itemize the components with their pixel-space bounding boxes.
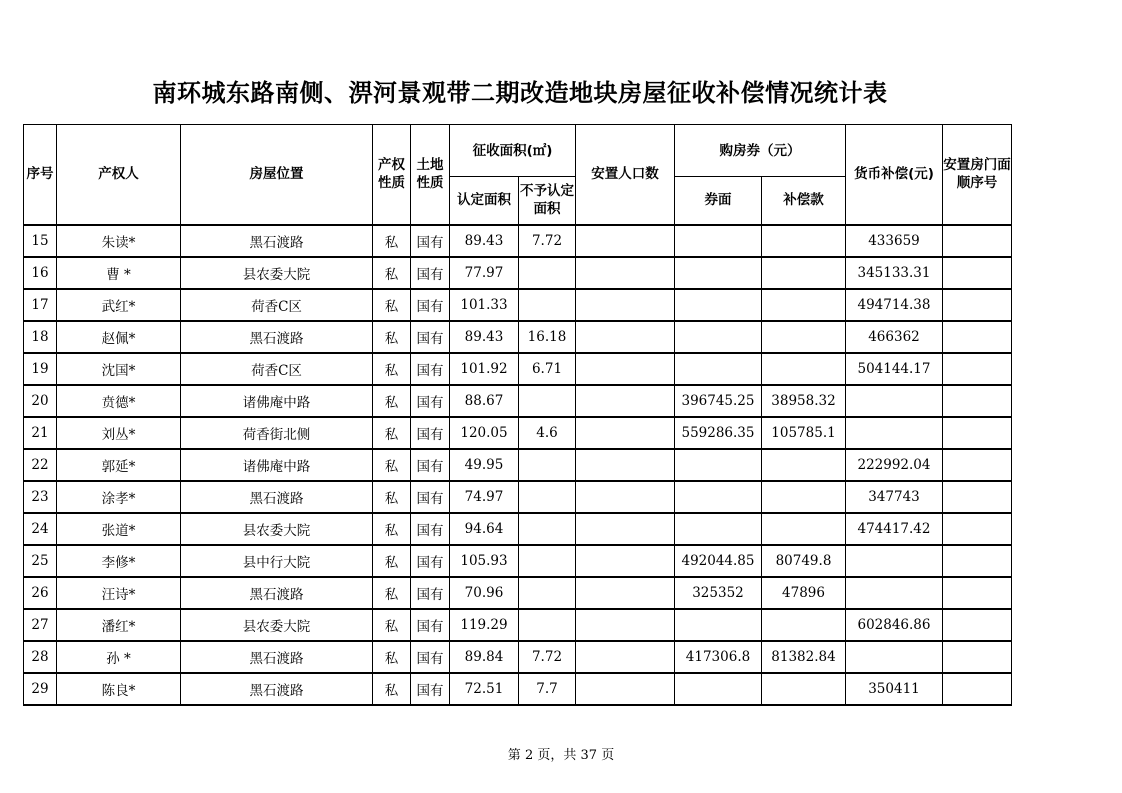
cell-cash — [846, 385, 943, 417]
cell-area-confirmed: 89.84 — [450, 641, 519, 673]
cell-area-confirmed: 88.67 — [450, 385, 519, 417]
table-row — [24, 289, 1012, 321]
cell-land-type: 国有 — [411, 673, 450, 705]
table-row — [24, 225, 1012, 257]
table-body — [24, 225, 1012, 705]
cell-seq: 29 — [24, 673, 57, 705]
cell-shop-seq — [943, 673, 1012, 705]
cell-owner: 朱读* — [57, 225, 181, 257]
cell-resettle-people — [576, 225, 675, 257]
cell-property-type: 私 — [373, 641, 411, 673]
cell-property-type: 私 — [373, 513, 411, 545]
cell-seq: 23 — [24, 481, 57, 513]
cell-property-type: 私 — [373, 545, 411, 577]
cell-area-unconfirmed — [519, 577, 576, 609]
cell-owner: 贲德* — [57, 385, 181, 417]
cell-property-type: 私 — [373, 353, 411, 385]
cell-seq: 20 — [24, 385, 57, 417]
table-row — [24, 673, 1012, 705]
cell-seq: 17 — [24, 289, 57, 321]
cell-area-unconfirmed — [519, 545, 576, 577]
cell-location: 黑石渡路 — [181, 481, 373, 513]
cell-land-type: 国有 — [411, 641, 450, 673]
cell-voucher-face — [675, 321, 762, 353]
cell-property-type: 私 — [373, 225, 411, 257]
cell-location: 黑石渡路 — [181, 641, 373, 673]
cell-owner: 武红* — [57, 289, 181, 321]
table-row — [24, 641, 1012, 673]
cell-location: 荷香C区 — [181, 289, 373, 321]
cell-cash: 504144.17 — [846, 353, 943, 385]
cell-shop-seq — [943, 321, 1012, 353]
cell-location: 黑石渡路 — [181, 577, 373, 609]
cell-resettle-people — [576, 673, 675, 705]
page-footer — [0, 744, 1122, 763]
cell-voucher-face — [675, 673, 762, 705]
cell-location: 诸佛庵中路 — [181, 449, 373, 481]
cell-area-confirmed: 105.93 — [450, 545, 519, 577]
cell-resettle-people — [576, 545, 675, 577]
cell-resettle-people — [576, 353, 675, 385]
cell-property-type: 私 — [373, 257, 411, 289]
cell-seq: 26 — [24, 577, 57, 609]
cell-voucher-face — [675, 449, 762, 481]
cell-land-type: 国有 — [411, 257, 450, 289]
table-row — [24, 545, 1012, 577]
header-shop-seq: 安置房门面顺序号 — [943, 125, 1012, 225]
cell-shop-seq — [943, 257, 1012, 289]
cell-shop-seq — [943, 353, 1012, 385]
cell-property-type: 私 — [373, 609, 411, 641]
cell-area-confirmed: 101.92 — [450, 353, 519, 385]
cell-area-confirmed: 77.97 — [450, 257, 519, 289]
cell-owner: 涂孝* — [57, 481, 181, 513]
table-row — [24, 577, 1012, 609]
cell-voucher-face — [675, 609, 762, 641]
cell-property-type: 私 — [373, 481, 411, 513]
cell-cash: 345133.31 — [846, 257, 943, 289]
cell-location: 荷香C区 — [181, 353, 373, 385]
cell-seq: 22 — [24, 449, 57, 481]
cell-voucher-comp — [762, 257, 846, 289]
cell-area-unconfirmed — [519, 385, 576, 417]
cell-cash — [846, 641, 943, 673]
cell-location: 黑石渡路 — [181, 321, 373, 353]
cell-location: 县农委大院 — [181, 257, 373, 289]
header-voucher-face: 券面 — [675, 177, 762, 225]
cell-voucher-face — [675, 513, 762, 545]
table-row — [24, 513, 1012, 545]
cell-area-unconfirmed — [519, 289, 576, 321]
cell-property-type: 私 — [373, 449, 411, 481]
cell-voucher-face — [675, 257, 762, 289]
cell-land-type: 国有 — [411, 513, 450, 545]
cell-area-confirmed: 94.64 — [450, 513, 519, 545]
header-land-type: 土地性质 — [411, 125, 450, 225]
cell-owner: 汪诗* — [57, 577, 181, 609]
table-row — [24, 353, 1012, 385]
cell-location: 县农委大院 — [181, 513, 373, 545]
cell-voucher-comp: 80749.8 — [762, 545, 846, 577]
cell-area-confirmed: 49.95 — [450, 449, 519, 481]
header-area-group: 征收面积(㎡) — [450, 125, 576, 177]
cell-area-unconfirmed: 7.72 — [519, 225, 576, 257]
cell-voucher-face — [675, 289, 762, 321]
compensation-table — [23, 124, 1012, 706]
cell-seq: 18 — [24, 321, 57, 353]
cell-voucher-comp — [762, 225, 846, 257]
cell-owner: 孙 * — [57, 641, 181, 673]
cell-shop-seq — [943, 609, 1012, 641]
cell-land-type: 国有 — [411, 353, 450, 385]
cell-area-confirmed: 89.43 — [450, 225, 519, 257]
cell-cash: 474417.42 — [846, 513, 943, 545]
cell-voucher-comp: 105785.1 — [762, 417, 846, 449]
header-area-confirmed: 认定面积 — [450, 177, 519, 225]
cell-property-type: 私 — [373, 673, 411, 705]
cell-cash: 494714.38 — [846, 289, 943, 321]
cell-owner: 赵佩* — [57, 321, 181, 353]
header-voucher-group: 购房券（元） — [675, 125, 846, 177]
footer-mid: 页，共 — [537, 748, 577, 763]
cell-owner: 张道* — [57, 513, 181, 545]
footer-suffix: 页 — [601, 748, 615, 763]
cell-location: 县农委大院 — [181, 609, 373, 641]
table-row — [24, 321, 1012, 353]
cell-land-type: 国有 — [411, 321, 450, 353]
header-seq: 序号 — [24, 125, 57, 225]
cell-voucher-comp: 47896 — [762, 577, 846, 609]
cell-cash — [846, 545, 943, 577]
cell-area-confirmed: 72.51 — [450, 673, 519, 705]
cell-resettle-people — [576, 641, 675, 673]
cell-shop-seq — [943, 641, 1012, 673]
cell-voucher-face: 492044.85 — [675, 545, 762, 577]
cell-voucher-comp — [762, 481, 846, 513]
cell-voucher-comp — [762, 289, 846, 321]
cell-location: 黑石渡路 — [181, 673, 373, 705]
cell-area-confirmed: 119.29 — [450, 609, 519, 641]
cell-voucher-comp — [762, 321, 846, 353]
cell-area-unconfirmed: 4.6 — [519, 417, 576, 449]
cell-area-unconfirmed — [519, 257, 576, 289]
cell-voucher-comp: 81382.84 — [762, 641, 846, 673]
cell-area-confirmed: 120.05 — [450, 417, 519, 449]
table-row — [24, 257, 1012, 289]
cell-owner: 刘丛* — [57, 417, 181, 449]
cell-area-unconfirmed: 7.72 — [519, 641, 576, 673]
cell-voucher-comp — [762, 609, 846, 641]
cell-voucher-face — [675, 353, 762, 385]
header-resettle-people: 安置人口数 — [576, 125, 675, 225]
cell-resettle-people — [576, 513, 675, 545]
cell-voucher-face: 325352 — [675, 577, 762, 609]
cell-property-type: 私 — [373, 577, 411, 609]
cell-land-type: 国有 — [411, 449, 450, 481]
cell-area-confirmed: 101.33 — [450, 289, 519, 321]
cell-land-type: 国有 — [411, 385, 450, 417]
cell-owner: 潘红* — [57, 609, 181, 641]
cell-location: 荷香街北侧 — [181, 417, 373, 449]
cell-resettle-people — [576, 449, 675, 481]
cell-seq: 16 — [24, 257, 57, 289]
footer-page-number: 2 — [524, 748, 534, 763]
cell-resettle-people — [576, 577, 675, 609]
cell-cash: 350411 — [846, 673, 943, 705]
cell-location: 黑石渡路 — [181, 225, 373, 257]
table-row — [24, 609, 1012, 641]
cell-voucher-face: 417306.8 — [675, 641, 762, 673]
cell-property-type: 私 — [373, 289, 411, 321]
cell-owner: 陈良* — [57, 673, 181, 705]
cell-shop-seq — [943, 385, 1012, 417]
cell-cash: 602846.86 — [846, 609, 943, 641]
cell-land-type: 国有 — [411, 545, 450, 577]
cell-voucher-face — [675, 225, 762, 257]
cell-cash: 347743 — [846, 481, 943, 513]
cell-resettle-people — [576, 609, 675, 641]
cell-owner: 沈国* — [57, 353, 181, 385]
cell-land-type: 国有 — [411, 417, 450, 449]
cell-area-unconfirmed: 6.71 — [519, 353, 576, 385]
cell-location: 诸佛庵中路 — [181, 385, 373, 417]
header-location: 房屋位置 — [181, 125, 373, 225]
cell-area-unconfirmed — [519, 513, 576, 545]
cell-resettle-people — [576, 481, 675, 513]
cell-shop-seq — [943, 225, 1012, 257]
cell-voucher-face: 559286.35 — [675, 417, 762, 449]
cell-seq: 27 — [24, 609, 57, 641]
cell-land-type: 国有 — [411, 609, 450, 641]
footer-total-pages: 37 — [580, 748, 598, 763]
cell-seq: 15 — [24, 225, 57, 257]
header-property-type: 产权性质 — [373, 125, 411, 225]
header-area-unconfirmed: 不予认定面积 — [519, 177, 576, 225]
cell-area-confirmed: 74.97 — [450, 481, 519, 513]
cell-resettle-people — [576, 289, 675, 321]
table-row — [24, 449, 1012, 481]
cell-land-type: 国有 — [411, 289, 450, 321]
header-voucher-comp: 补偿款 — [762, 177, 846, 225]
cell-voucher-face — [675, 481, 762, 513]
cell-owner: 李修* — [57, 545, 181, 577]
cell-area-confirmed: 89.43 — [450, 321, 519, 353]
table-row — [24, 417, 1012, 449]
cell-cash — [846, 417, 943, 449]
cell-resettle-people — [576, 385, 675, 417]
cell-shop-seq — [943, 481, 1012, 513]
cell-area-confirmed: 70.96 — [450, 577, 519, 609]
cell-land-type: 国有 — [411, 225, 450, 257]
cell-cash: 466362 — [846, 321, 943, 353]
cell-property-type: 私 — [373, 417, 411, 449]
cell-seq: 24 — [24, 513, 57, 545]
cell-voucher-comp — [762, 449, 846, 481]
cell-voucher-comp — [762, 353, 846, 385]
table-row — [24, 481, 1012, 513]
cell-seq: 21 — [24, 417, 57, 449]
cell-seq: 28 — [24, 641, 57, 673]
footer-prefix: 第 — [507, 748, 521, 763]
cell-cash: 433659 — [846, 225, 943, 257]
cell-owner: 曹 * — [57, 257, 181, 289]
table-row — [24, 385, 1012, 417]
cell-area-unconfirmed: 16.18 — [519, 321, 576, 353]
cell-shop-seq — [943, 513, 1012, 545]
header-owner: 产权人 — [57, 125, 181, 225]
cell-shop-seq — [943, 289, 1012, 321]
cell-cash — [846, 577, 943, 609]
cell-shop-seq — [943, 577, 1012, 609]
cell-voucher-face: 396745.25 — [675, 385, 762, 417]
cell-area-unconfirmed — [519, 609, 576, 641]
cell-voucher-comp — [762, 513, 846, 545]
cell-owner: 郭延* — [57, 449, 181, 481]
cell-area-unconfirmed: 7.7 — [519, 673, 576, 705]
table-header-row — [24, 125, 1012, 177]
header-cash: 货币补偿(元) — [846, 125, 943, 225]
cell-land-type: 国有 — [411, 481, 450, 513]
cell-resettle-people — [576, 417, 675, 449]
cell-location: 县中行大院 — [181, 545, 373, 577]
cell-area-unconfirmed — [519, 481, 576, 513]
cell-land-type: 国有 — [411, 577, 450, 609]
page-title: 南环城东路南侧、淠河景观带二期改造地块房屋征收补偿情况统计表 — [152, 79, 888, 107]
cell-property-type: 私 — [373, 321, 411, 353]
cell-area-unconfirmed — [519, 449, 576, 481]
cell-shop-seq — [943, 449, 1012, 481]
cell-seq: 19 — [24, 353, 57, 385]
cell-shop-seq — [943, 417, 1012, 449]
cell-seq: 25 — [24, 545, 57, 577]
cell-voucher-comp: 38958.32 — [762, 385, 846, 417]
cell-property-type: 私 — [373, 385, 411, 417]
cell-resettle-people — [576, 321, 675, 353]
cell-voucher-comp — [762, 673, 846, 705]
cell-resettle-people — [576, 257, 675, 289]
cell-shop-seq — [943, 545, 1012, 577]
cell-cash: 222992.04 — [846, 449, 943, 481]
